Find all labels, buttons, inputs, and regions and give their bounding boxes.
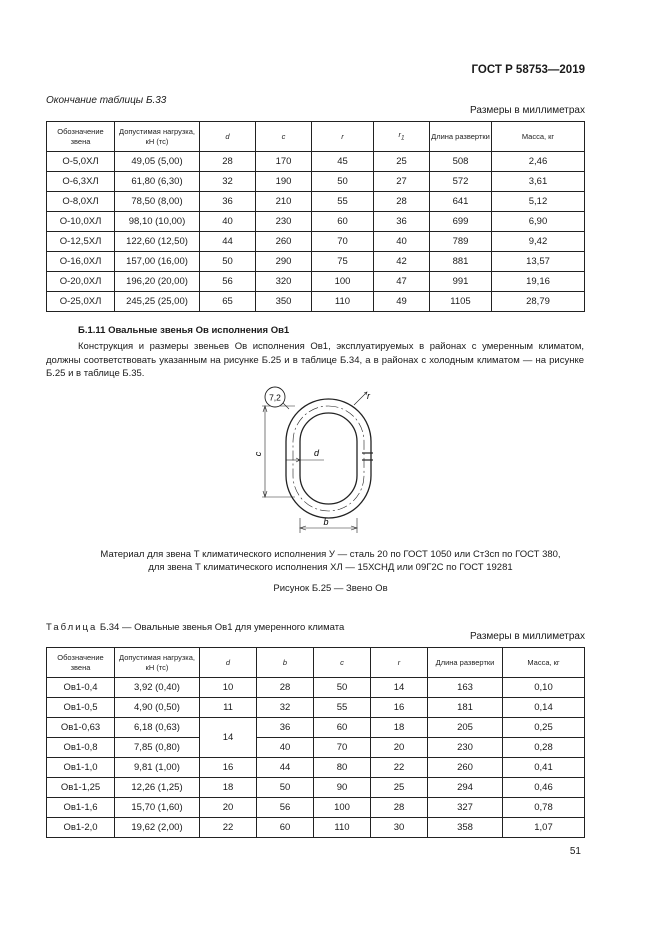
cell-c: 50 <box>314 678 371 698</box>
cell-mass: 0,25 <box>503 718 585 738</box>
label-c: c <box>253 451 263 457</box>
cell-load: 78,50 (8,00) <box>115 192 200 212</box>
cell-b: 40 <box>257 738 314 758</box>
cell-r1: 25 <box>374 152 430 172</box>
cell-d: 18 <box>200 778 257 798</box>
cell-designation: О-8,0ХЛ <box>47 192 115 212</box>
cell-mass: 0,41 <box>503 758 585 778</box>
cell-b: 50 <box>257 778 314 798</box>
col-header-c: c <box>256 122 312 152</box>
table-b33 <box>46 121 585 312</box>
cell-length: 205 <box>428 718 503 738</box>
cell-r: 50 <box>312 172 374 192</box>
table-row <box>47 252 585 272</box>
col-header-load: Допустимая нагрузка, кН (тс) <box>115 648 200 678</box>
cell-mass: 0,10 <box>503 678 585 698</box>
cell-r: 25 <box>371 778 428 798</box>
cell-mass: 2,46 <box>492 152 585 172</box>
cell-r1: 36 <box>374 212 430 232</box>
cell-c: 170 <box>256 152 312 172</box>
cell-mass: 28,79 <box>492 292 585 312</box>
cell-r: 75 <box>312 252 374 272</box>
cell-c: 60 <box>314 718 371 738</box>
cell-c: 100 <box>314 798 371 818</box>
cell-designation: О-16,0ХЛ <box>47 252 115 272</box>
table-row <box>47 172 585 192</box>
cell-d: 20 <box>200 798 257 818</box>
col-header-b: b <box>257 648 314 678</box>
material-note-line-2: для звена Т климатического исполнения ХЛ — 15ХСНД или 09Г2С по ГОСТ 19281 <box>148 562 513 573</box>
table-row <box>47 778 585 798</box>
cell-designation: О-20,0ХЛ <box>47 272 115 292</box>
page-number: 51 <box>569 846 581 857</box>
table-row <box>47 758 585 778</box>
cell-mass: 6,90 <box>492 212 585 232</box>
cell-load: 7,85 (0,80) <box>115 738 200 758</box>
cell-length: 327 <box>428 798 503 818</box>
cell-r1: 49 <box>374 292 430 312</box>
cell-c: 70 <box>314 738 371 758</box>
cell-d: 50 <box>200 252 256 272</box>
cell-designation: О-25,0ХЛ <box>47 292 115 312</box>
cell-designation: Ов1-1,25 <box>47 778 115 798</box>
col-header-length: Длина развертки <box>428 648 503 678</box>
table-row <box>47 818 585 838</box>
col-header-c: c <box>314 648 371 678</box>
cell-mass: 0,46 <box>503 778 585 798</box>
col-header-length: Длина развертки <box>430 122 492 152</box>
cell-b: 32 <box>257 698 314 718</box>
cell-load: 19,62 (2,00) <box>115 818 200 838</box>
col-header-designation: Обозначение звена <box>47 122 115 152</box>
cell-c: 190 <box>256 172 312 192</box>
table-b34-caption <box>46 622 344 633</box>
figure-caption: Рисунок Б.25 — Звено Ов <box>273 583 388 594</box>
table-title: Б.34 — Овальные звенья Ов1 для умеренного климата <box>99 622 345 633</box>
cell-load: 4,90 (0,50) <box>115 698 200 718</box>
oval-link-drawing <box>240 385 390 537</box>
col-header-designation: Обозначение звена <box>47 648 115 678</box>
table-row <box>47 272 585 292</box>
cell-mass: 19,16 <box>492 272 585 292</box>
cell-mass: 13,57 <box>492 252 585 272</box>
cell-b: 28 <box>257 678 314 698</box>
units-note: Размеры в миллиметрах <box>470 631 585 642</box>
cell-load: 9,81 (1,00) <box>115 758 200 778</box>
table-row <box>47 232 585 252</box>
cell-designation: Ов1-0,4 <box>47 678 115 698</box>
col-header-load: Допустимая нагрузка, кН (тс) <box>115 122 200 152</box>
cell-r: 14 <box>371 678 428 698</box>
cell-r: 18 <box>371 718 428 738</box>
col-header-mass: Масса, кг <box>503 648 585 678</box>
cell-r: 20 <box>371 738 428 758</box>
cell-r: 16 <box>371 698 428 718</box>
cell-d: 32 <box>200 172 256 192</box>
cell-r1: 40 <box>374 232 430 252</box>
col-header-r: r <box>371 648 428 678</box>
cell-d: 28 <box>200 152 256 172</box>
cell-mass: 1,07 <box>503 818 585 838</box>
cell-d: 11 <box>200 698 257 718</box>
table-continuation-label: Окончание таблицы Б.33 <box>46 95 167 106</box>
cell-c: 90 <box>314 778 371 798</box>
cell-length: 230 <box>428 738 503 758</box>
cell-r1: 28 <box>374 192 430 212</box>
cell-load: 245,25 (25,00) <box>115 292 200 312</box>
cell-length: 789 <box>430 232 492 252</box>
cell-c: 80 <box>314 758 371 778</box>
cell-load: 3,92 (0,40) <box>115 678 200 698</box>
cell-length: 260 <box>428 758 503 778</box>
cell-designation: Ов1-1,0 <box>47 758 115 778</box>
table-word: Таблица <box>46 622 98 633</box>
cell-mass: 5,12 <box>492 192 585 212</box>
cell-c: 110 <box>314 818 371 838</box>
cell-b: 56 <box>257 798 314 818</box>
cell-load: 196,20 (20,00) <box>115 272 200 292</box>
cell-load: 61,80 (6,30) <box>115 172 200 192</box>
table-header-row <box>47 122 585 152</box>
cell-r: 45 <box>312 152 374 172</box>
cell-length: 699 <box>430 212 492 232</box>
cell-b: 36 <box>257 718 314 738</box>
cell-d: 14 <box>200 718 257 758</box>
cell-b: 44 <box>257 758 314 778</box>
cell-length: 294 <box>428 778 503 798</box>
cell-load: 6,18 (0,63) <box>115 718 200 738</box>
cell-designation: Ов1-0,8 <box>47 738 115 758</box>
col-header-r1: $r_1$ <box>374 122 430 152</box>
cell-designation: Ов1-2,0 <box>47 818 115 838</box>
cell-designation: О-6,3ХЛ <box>47 172 115 192</box>
cell-d: 56 <box>200 272 256 292</box>
cell-r: 60 <box>312 212 374 232</box>
col-header-mass: Масса, кг <box>492 122 585 152</box>
cell-length: 508 <box>430 152 492 172</box>
section-heading: Б.1.11 Овальные звенья Ов исполнения Ов1 <box>78 325 290 336</box>
table-row <box>47 292 585 312</box>
cell-length: 358 <box>428 818 503 838</box>
cell-mass: 3,61 <box>492 172 585 192</box>
cell-r: 110 <box>312 292 374 312</box>
cell-c: 350 <box>256 292 312 312</box>
label-d: d <box>314 448 320 458</box>
cell-b: 60 <box>257 818 314 838</box>
cell-mass: 0,28 <box>503 738 585 758</box>
cell-c: 210 <box>256 192 312 212</box>
cell-designation: Ов1-0,63 <box>47 718 115 738</box>
cell-c: 320 <box>256 272 312 292</box>
cell-mass: 0,78 <box>503 798 585 818</box>
cell-load: 12,26 (1,25) <box>115 778 200 798</box>
label-r: r <box>367 391 370 401</box>
cell-r1: 42 <box>374 252 430 272</box>
col-header-r: r <box>312 122 374 152</box>
cell-load: 15,70 (1,60) <box>115 798 200 818</box>
centerline <box>293 406 364 511</box>
cell-r: 55 <box>312 192 374 212</box>
cell-d: 40 <box>200 212 256 232</box>
cell-r1: 27 <box>374 172 430 192</box>
cell-r1: 47 <box>374 272 430 292</box>
table-header-row <box>47 648 585 678</box>
table-row <box>47 698 585 718</box>
cell-d: 16 <box>200 758 257 778</box>
document-id: ГОСТ Р 58753—2019 <box>471 64 585 76</box>
cell-d: 65 <box>200 292 256 312</box>
cell-d: 36 <box>200 192 256 212</box>
cell-c: 55 <box>314 698 371 718</box>
table-row <box>47 678 585 698</box>
table-b34 <box>46 647 585 838</box>
cell-r: 30 <box>371 818 428 838</box>
cell-length: 1105 <box>430 292 492 312</box>
cell-designation: О-5,0ХЛ <box>47 152 115 172</box>
table-row <box>47 192 585 212</box>
oval-link-outline <box>286 399 371 518</box>
cell-designation: Ов1-1,6 <box>47 798 115 818</box>
cell-length: 881 <box>430 252 492 272</box>
cell-r: 70 <box>312 232 374 252</box>
cell-d: 44 <box>200 232 256 252</box>
cell-mass: 9,42 <box>492 232 585 252</box>
cell-load: 49,05 (5,00) <box>115 152 200 172</box>
cell-length: 641 <box>430 192 492 212</box>
cell-load: 157,00 (16,00) <box>115 252 200 272</box>
cell-c: 290 <box>256 252 312 272</box>
cell-mass: 0,14 <box>503 698 585 718</box>
surface-finish-value: 7,2 <box>269 392 281 403</box>
cell-length: 572 <box>430 172 492 192</box>
cell-length: 991 <box>430 272 492 292</box>
table-row <box>47 798 585 818</box>
table-row <box>47 738 585 758</box>
cell-r: 28 <box>371 798 428 818</box>
cell-designation: О-10,0ХЛ <box>47 212 115 232</box>
col-header-d: d <box>200 122 256 152</box>
cell-r: 100 <box>312 272 374 292</box>
cell-designation: Ов1-0,5 <box>47 698 115 718</box>
cell-length: 163 <box>428 678 503 698</box>
material-note-line-1: Материал для звена Т климатического исполнения У — сталь 20 по ГОСТ 1050 или Ст3сп по ГОСТ 380, <box>100 549 561 560</box>
cell-length: 181 <box>428 698 503 718</box>
table-row <box>47 152 585 172</box>
cell-c: 230 <box>256 212 312 232</box>
section-paragraph: Конструкция и размеры звеньев Ов исполнения Ов1, эксплуатируемых в районах с умеренным климатом, должны соответствовать указанным на рисунке Б.25 и в таблице Б.34, а в районах с холодным климатом — на рисунке Б.25 и в таблице Б.35. <box>46 341 584 379</box>
table-row <box>47 212 585 232</box>
cell-r: 22 <box>371 758 428 778</box>
cell-load: 98,10 (10,00) <box>115 212 200 232</box>
units-note: Размеры в миллиметрах <box>470 105 585 116</box>
cell-c: 260 <box>256 232 312 252</box>
cell-load: 122,60 (12,50) <box>115 232 200 252</box>
cell-d: 22 <box>200 818 257 838</box>
label-b: b <box>323 517 329 527</box>
table-row <box>47 718 585 738</box>
col-header-d: d <box>200 648 257 678</box>
cell-d: 10 <box>200 678 257 698</box>
cell-designation: О-12,5ХЛ <box>47 232 115 252</box>
